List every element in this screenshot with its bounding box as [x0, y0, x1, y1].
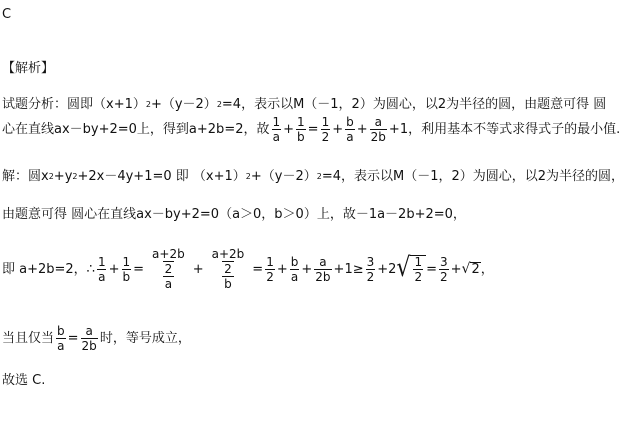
plus: +	[108, 261, 120, 277]
text: +1≥	[333, 261, 364, 277]
fraction: $\frac{1}{2}$	[266, 254, 274, 284]
equals: =	[252, 261, 264, 277]
fraction: $\frac{1}{2}$	[321, 115, 330, 144]
text: 即 a+2b=2，∴	[2, 261, 95, 277]
text: 当且仅当	[2, 331, 55, 346]
solution-line-3	[2, 248, 494, 290]
text: 时，等号成立，	[99, 331, 191, 346]
compound-fraction: $\frac{\frac{a+2b}{2}}{b}$	[211, 247, 245, 291]
fraction: $\frac{a}{2b}$	[81, 324, 97, 353]
text: ，利用基本不等式求得式子的最小值.	[408, 122, 621, 137]
fraction: $\frac{1}{a}$	[97, 254, 106, 284]
text: +2	[377, 261, 397, 277]
text: 心在直线ax－by+2=0上，得到a+2b=2，故	[2, 122, 270, 137]
solution-line-4	[2, 325, 191, 352]
analysis-header: 【解析】	[2, 61, 55, 76]
fraction: $\frac{3}{2}$	[440, 254, 448, 284]
plus: +	[192, 261, 204, 277]
plus: +	[276, 261, 288, 277]
answer-letter: C	[2, 7, 12, 22]
plus: +	[356, 122, 368, 137]
fraction: $\frac{b}{a}$	[346, 115, 354, 144]
solution-line-2: 由题意可得 圆心在直线ax－by+2=0（a＞0，b＞0）上，故－1a－2b+2=0，	[2, 207, 466, 222]
solution-line-5: 故选 C.	[2, 373, 46, 388]
text: +2x－4y+1=0 即 （x+1）	[77, 169, 246, 184]
equals: =	[426, 261, 437, 277]
sqrt: √ $\frac{1}{2}$	[396, 255, 426, 283]
equals: =	[67, 331, 79, 346]
text: 试题分析：圆即（x+1）	[2, 97, 146, 112]
text: =4，表示以M（－1，2）为圆心，以2为半径的圆，	[321, 169, 625, 184]
fraction: $\frac{a}{2b}$	[315, 254, 331, 284]
equals: =	[133, 261, 145, 277]
text: +1	[388, 122, 409, 137]
fraction: $\frac{a}{2b}$	[370, 115, 386, 144]
text: 解：圆x	[2, 169, 49, 184]
compound-fraction: $\frac{\frac{a+2b}{2}}{a}$	[152, 247, 185, 291]
fraction: $\frac{1}{b}$	[122, 254, 131, 284]
fraction: $\frac{3}{2}$	[366, 254, 375, 284]
text: +（y－2）	[250, 169, 317, 184]
plus: +	[283, 122, 295, 137]
text: +y	[53, 169, 73, 184]
sqrt: √ 2	[461, 261, 480, 277]
analysis-line-2	[2, 116, 620, 143]
equals: =	[307, 122, 319, 137]
fraction: $\frac{1}{a}$	[272, 115, 281, 144]
text: =4，表示以M（－1，2）为圆心，以2为半径的圆，由题意可得 圆	[221, 97, 607, 112]
plus: +	[450, 261, 462, 277]
fraction: $\frac{b}{a}$	[290, 254, 299, 284]
text: +（y－2）	[150, 97, 217, 112]
solution-line-1: 解：圆x 2 +y 2 +2x－4y+1=0 即 （x+1） 2 +（y－2） 2 =4，表示以M（－1，2）为圆心，以2为半径的圆，	[2, 169, 625, 184]
plus: +	[301, 261, 313, 277]
comma: ，	[480, 261, 494, 277]
fraction: $\frac{b}{a}$	[57, 324, 65, 353]
plus: +	[332, 122, 344, 137]
analysis-line-1: 试题分析：圆即（x+1） 2 +（y－2） 2 =4，表示以M（－1，2）为圆心，以2为半径的圆，由题意可得 圆	[2, 97, 607, 112]
fraction: $\frac{1}{b}$	[297, 115, 305, 144]
